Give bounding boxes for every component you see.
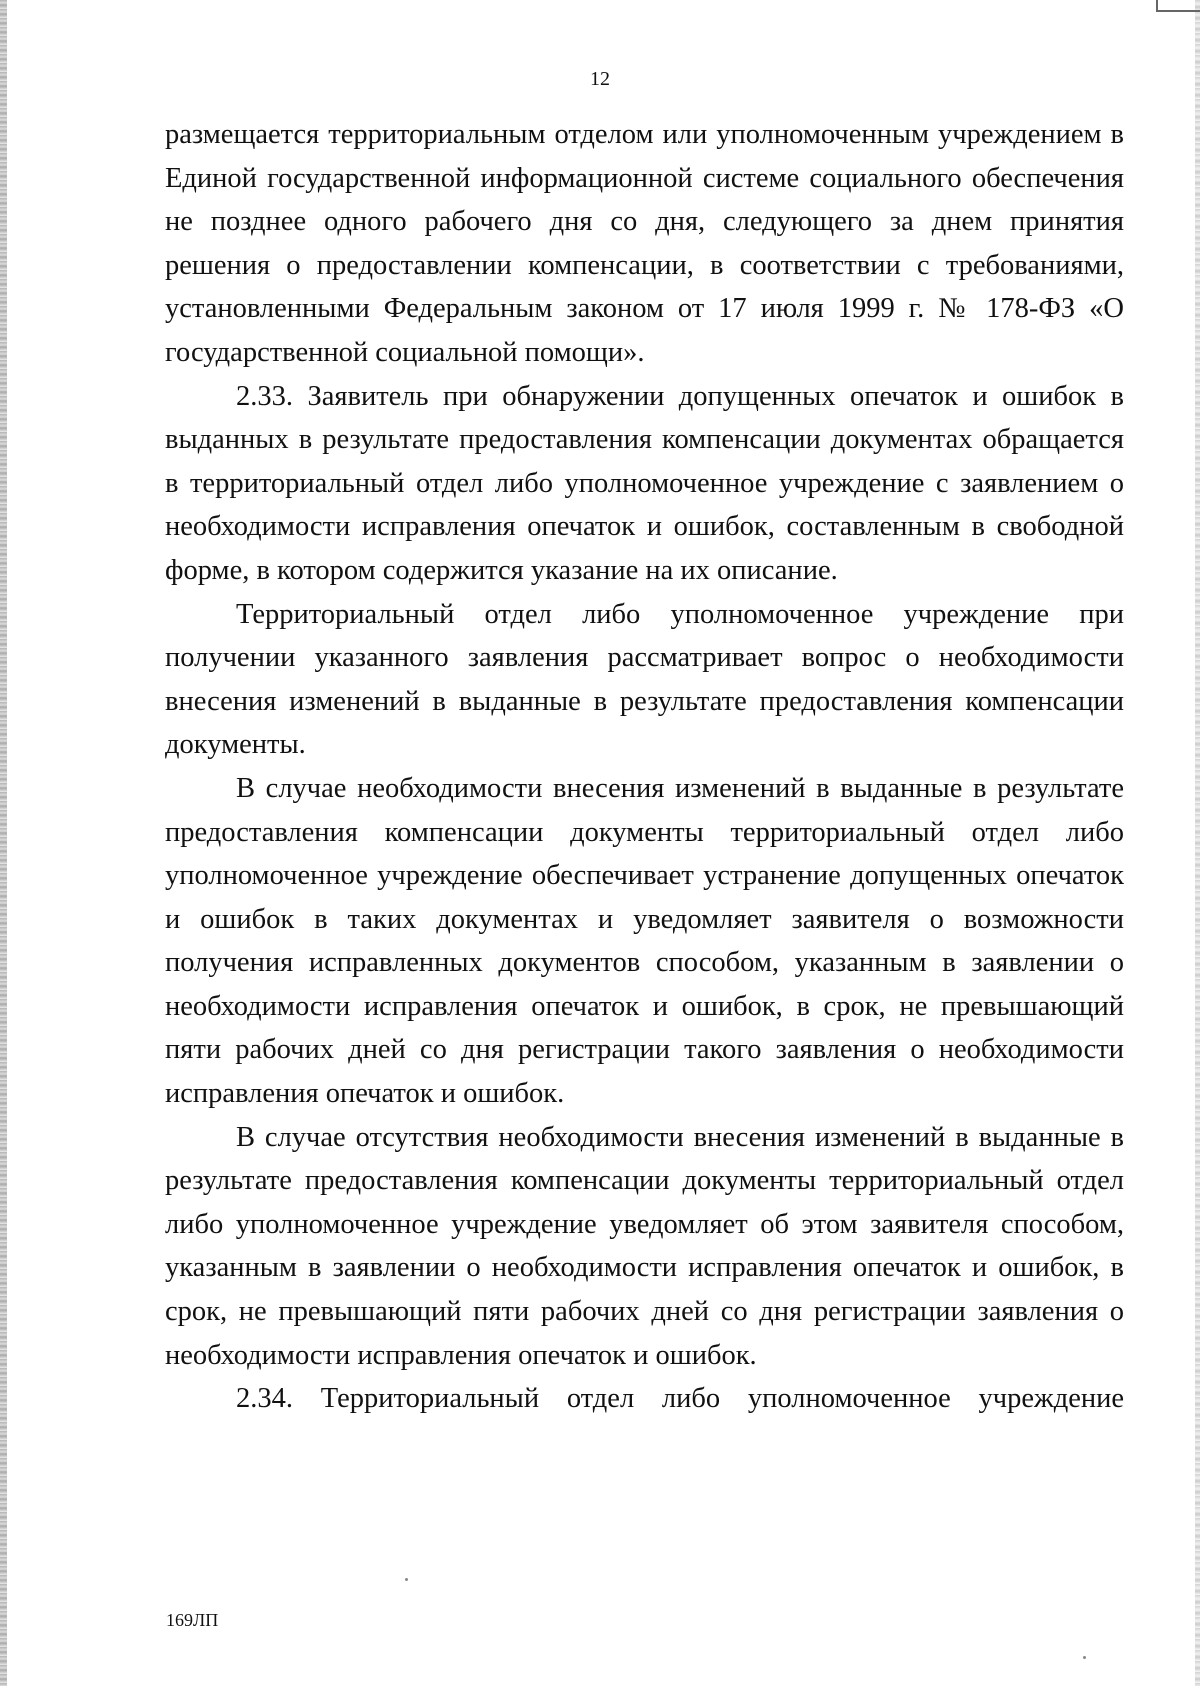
paragraph-review: Территориальный отдел либо уполномоченное учреждение при получении указанного заявления рассматривает вопрос о необходимости внесения изменений в выданные в результате предоставления компенсации документы. — [165, 598, 1124, 761]
paragraph-continuation: размещается территориальным отделом или уполномоченным учреждением в Единой государственной информационной системе социального обеспечения не позднее одного рабочего дня со дня, следующего за днем принятия решения о предоставлении компенсации, в соответствии с требованиями, установленными Федеральным законом от 17 июля 1999 г. № 178-ФЗ «О государственной социальной помощи». — [165, 119, 1124, 368]
scan-edge-left — [0, 0, 7, 1686]
paragraph-corrections-needed: В случае необходимости внесения изменений в выданные в результате предоставления компенсации документы территориальный отдел либо уполномоченное учреждение обеспечивает устранение допущенных опечаток и ошибок в таких документах и уведомляет заявителя о возможности получения исправленных документов способом, указанным в заявлении о необходимости исправления опечаток и ошибок, в срок, не превышающий пяти рабочих дней со дня регистрации такого заявления о необходимости исправления опечаток и ошибок. — [165, 772, 1124, 1110]
paragraph-no-corrections: В случае отсутствия необходимости внесения изменений в выданные в результате предоставления компенсации документы территориальный отдел либо уполномоченное учреждение уведомляет об этом заявителя способом, указанным в заявлении о необходимости исправления опечаток и ошибок, в срок, не превышающий пяти рабочих дней со дня регистрации заявления о необходимости исправления опечаток и ошибок. — [165, 1121, 1124, 1371]
page-number: 12 — [590, 68, 610, 90]
scan-edge-right — [1195, 0, 1200, 1686]
scan-corner-mark — [1156, 0, 1200, 12]
paragraph-2-34: 2.34. Территориальный отдел либо уполномоченное учреждение — [236, 1383, 1124, 1415]
footer-document-code: 169ЛП — [166, 1610, 219, 1630]
scan-speck — [1083, 1656, 1086, 1659]
document-body — [165, 113, 1124, 1421]
paragraph-2-33: 2.33. Заявитель при обнаружении допущенных опечаток и ошибок в выданных в результате предоставления компенсации документах обращается в территориальный отдел либо уполномоченное учреждение с заявлением о необходимости исправления опечаток и ошибок, составленным в свободной форме, в котором содержится указание на их описание. — [165, 380, 1124, 586]
scan-speck — [405, 1578, 408, 1581]
